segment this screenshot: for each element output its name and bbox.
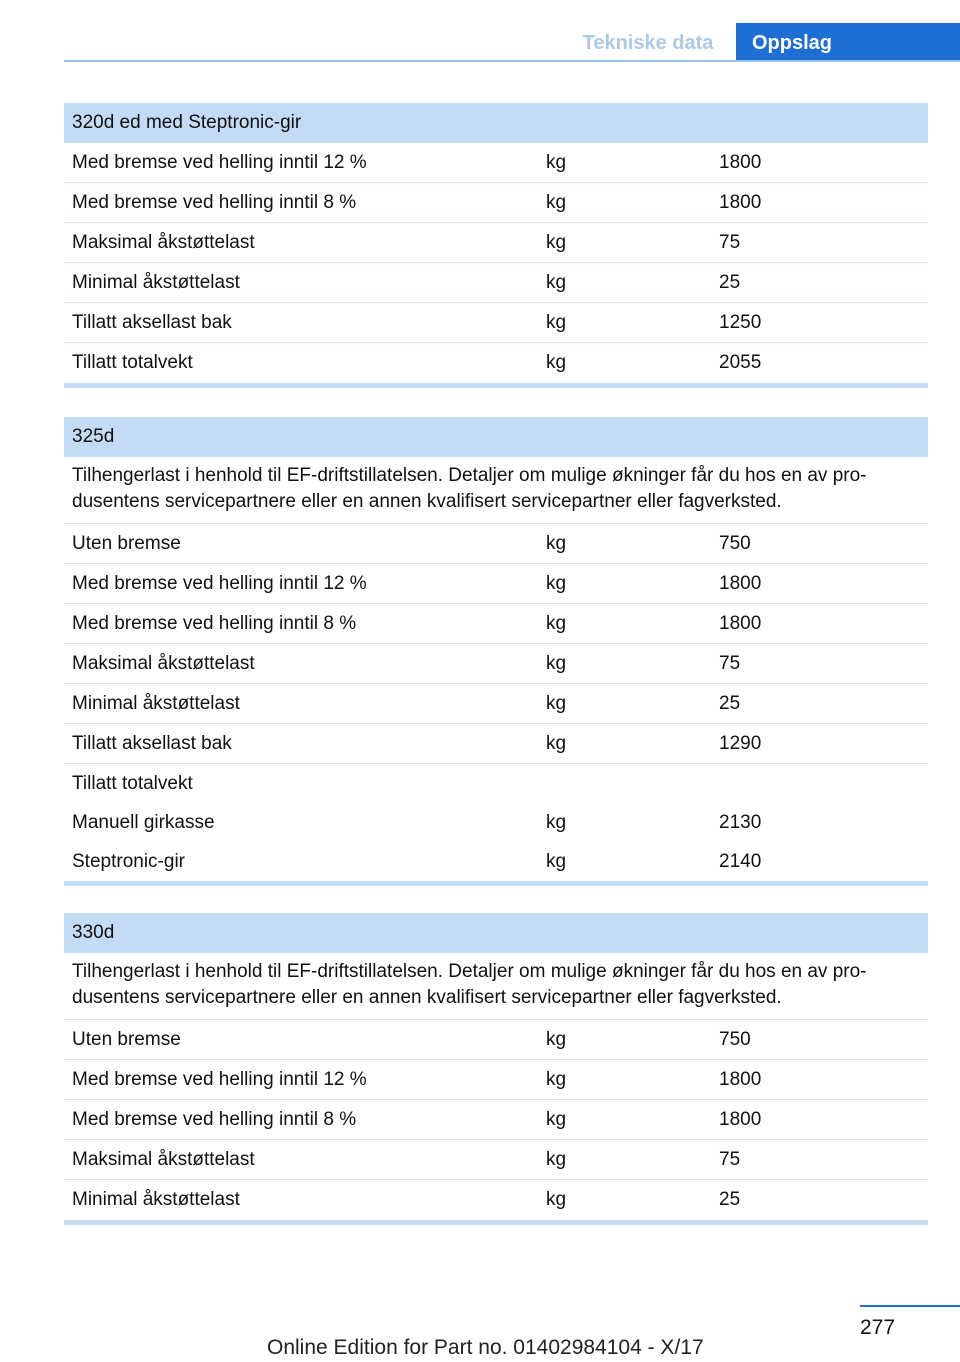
table-row [64, 343, 928, 383]
table-row [64, 1020, 928, 1060]
row-unit: kg [546, 352, 567, 373]
row-unit: kg [546, 192, 567, 213]
row-value: 1800 [719, 1069, 762, 1090]
table-row [64, 1140, 928, 1180]
row-label: Tillatt aksellast bak [72, 312, 232, 333]
row-unit: kg [546, 533, 567, 554]
row-value: 1800 [719, 152, 762, 173]
row-unit: kg [546, 1149, 567, 1170]
table-row [64, 803, 928, 842]
row-value: 2055 [719, 352, 762, 373]
row-unit: kg [546, 653, 567, 674]
table-row [64, 143, 928, 183]
row-value: 25 [719, 272, 741, 293]
row-unit: kg [546, 613, 567, 634]
row-label: Maksimal åkstøttelast [72, 653, 255, 674]
row-unit: kg [546, 232, 567, 253]
row-value: 1800 [719, 192, 762, 213]
table-row [64, 764, 928, 803]
row-unit: kg [546, 733, 567, 754]
table-row [64, 724, 928, 764]
table-row [64, 1060, 928, 1100]
row-value: 75 [719, 1149, 741, 1170]
row-unit: kg [546, 851, 567, 872]
row-label: Uten bremse [72, 1029, 181, 1050]
table-title: 330d [64, 913, 928, 953]
edition-footer: Online Edition for Part no. 01402984104 - X/17 [267, 1336, 704, 1359]
row-value: 1800 [719, 1109, 762, 1130]
table-title: 325d [64, 417, 928, 457]
row-unit: kg [546, 812, 567, 833]
footer-divider [860, 1305, 960, 1307]
row-value: 75 [719, 232, 741, 253]
row-value: 1800 [719, 613, 762, 634]
row-label: Tillatt aksellast bak [72, 733, 232, 754]
row-value: 750 [719, 1029, 751, 1050]
table-end-bar [64, 1220, 928, 1225]
row-label: Steptronic-gir [72, 851, 185, 872]
row-unit: kg [546, 312, 567, 333]
row-unit: kg [546, 573, 567, 594]
row-label: Minimal åkstøttelast [72, 693, 240, 714]
row-label: Manuell girkasse [72, 812, 215, 833]
table-row [64, 524, 928, 564]
row-value: 25 [719, 693, 741, 714]
table-end-bar [64, 881, 928, 886]
table-row [64, 183, 928, 223]
row-value: 1290 [719, 733, 762, 754]
table-row [64, 263, 928, 303]
row-value: 75 [719, 653, 741, 674]
row-value: 2130 [719, 812, 762, 833]
table-row [64, 1180, 928, 1220]
row-unit: kg [546, 1189, 567, 1210]
table-row [64, 223, 928, 263]
row-unit: kg [546, 1069, 567, 1090]
row-label: Med bremse ved helling inntil 12 % [72, 573, 367, 594]
header-divider [64, 60, 960, 62]
row-unit: kg [546, 152, 567, 173]
row-label: Med bremse ved helling inntil 8 % [72, 192, 357, 213]
table-row [64, 564, 928, 604]
row-label: Med bremse ved helling inntil 12 % [72, 1069, 367, 1090]
row-value: 750 [719, 533, 751, 554]
table-row [64, 842, 928, 881]
table-325d [64, 417, 928, 886]
table-row [64, 303, 928, 343]
row-unit: kg [546, 272, 567, 293]
row-unit: kg [546, 1109, 567, 1130]
table-note: Tilhengerlast i henhold til EF-driftstillatelsen. Detaljer om mulige økninger får du hos en av pro-dusentens servicepartnere eller en annen kvalifisert servicepartner eller fagverksted. [64, 457, 928, 524]
row-label: Uten bremse [72, 533, 181, 554]
row-unit: kg [546, 1029, 567, 1050]
table-row [64, 684, 928, 724]
page-number: 277 [860, 1316, 896, 1339]
row-value: 25 [719, 1189, 741, 1210]
table-title: 320d ed med Steptronic-gir [64, 103, 928, 143]
tab-tekniske-data[interactable]: Tekniske data [582, 32, 714, 54]
row-label: Maksimal åkstøttelast [72, 1149, 255, 1170]
row-label: Minimal åkstøttelast [72, 272, 240, 293]
table-320d-ed [64, 103, 928, 388]
row-value: 1800 [719, 573, 762, 594]
tab-oppslag[interactable]: Oppslag [736, 23, 960, 62]
table-row [64, 1100, 928, 1140]
table-row [64, 644, 928, 684]
row-label: Med bremse ved helling inntil 12 % [72, 152, 367, 173]
row-label: Med bremse ved helling inntil 8 % [72, 1109, 357, 1130]
row-value: 1250 [719, 312, 762, 333]
row-label: Tillatt totalvekt [72, 352, 193, 373]
table-row [64, 604, 928, 644]
table-end-bar [64, 383, 928, 388]
row-value: 2140 [719, 851, 762, 872]
row-unit: kg [546, 693, 567, 714]
row-label: Med bremse ved helling inntil 8 % [72, 613, 357, 634]
table-note: Tilhengerlast i henhold til EF-driftstillatelsen. Detaljer om mulige økninger får du hos en av pro-dusentens servicepartnere eller en annen kvalifisert servicepartner eller fagverksted. [64, 953, 928, 1020]
row-label: Tillatt totalvekt [72, 773, 193, 794]
table-330d [64, 913, 928, 1225]
row-label: Maksimal åkstøttelast [72, 232, 255, 253]
row-label: Minimal åkstøttelast [72, 1189, 240, 1210]
